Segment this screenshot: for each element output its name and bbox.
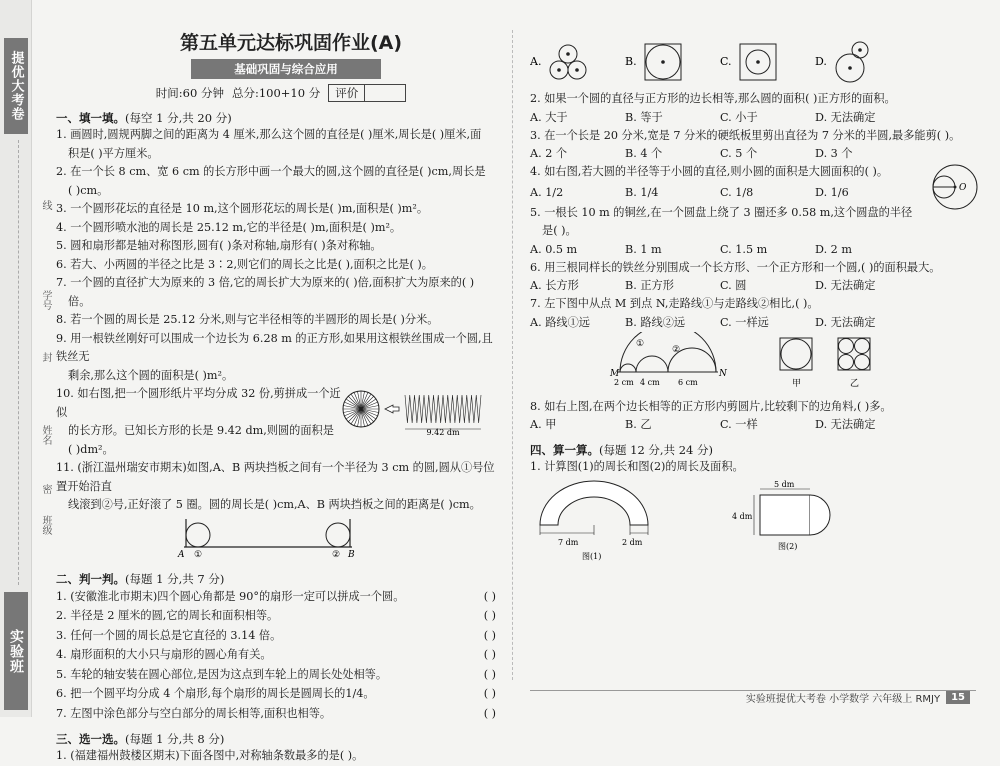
q3-2-options: A. 大于 B. 等于 C. 小于 D. 无法确定 [530,110,876,124]
q3-7-figures [530,332,970,394]
eval-input[interactable] [365,85,405,101]
svg-text:6 cm: 6 cm [678,377,698,387]
svg-text:D.: D. [815,55,827,68]
q3-3-options: A. 2 个 B. 4 个 C. 5 个 D. 3 个 [530,147,853,160]
judge-item: 7. 左图中涂色部分与空白部分的周长相等,面积也相等。 ( ) [56,704,496,724]
eval-box [328,84,406,102]
svg-text:②: ② [332,549,341,559]
svg-text:5 dm: 5 dm [774,479,795,489]
judge-item: 2. 半径是 2 厘米的圆,它的周长和面积相等。 ( ) [56,606,496,626]
question-3-4: 4. 如右图,若大圆的半径等于小圆的直径,则小圆的面积是大圆面积的( )。 A. 1/2 B. 1/4 C. 1/8 D. 1/6 O [530,163,975,204]
q3-1-options-figure [530,40,970,86]
answer-paren[interactable]: ( ) [483,648,496,661]
left-column [56,28,496,766]
page-title: 第五单元达标巩固作业(A) [179,32,403,54]
margin-field-xuehao: 学号 [40,290,51,310]
question-1-4: 4. 一个圆形喷水池的周长是 25.12 m,它的半径是( )m,面积是( )m²。 [56,220,402,234]
question-1-8: 8. 若一个圆的周长是 25.12 分米,则与它半径相等的半圆形的周长是( )分米。 [56,313,439,326]
svg-text:图(2): 图(2) [778,541,798,551]
question-3-1: 1. (福建福州鼓楼区期末)下面各图中,对称轴条数最多的是( )。 [56,749,364,762]
binding-margin [0,0,32,717]
q3-7-options: A. 路线①远 B. 路线②远 C. 一样远 D. 无法确定 [530,315,876,329]
question-3-7: 7. 左下图中从点 M 到点 N,走路线①与走路线②相比,( )。 [530,297,819,310]
svg-text:4 cm: 4 cm [640,377,660,387]
question-1-3: 3. 一个圆形花坛的直径是 10 m,这个圆形花坛的周长是( )m,面积是( )m²。 [56,202,429,215]
answer-paren[interactable]: ( ) [483,687,496,700]
question-3-3: 3. 在一个长是 20 分米,宽是 7 分米的硬纸板里剪出直径为 7 分米的半圆,最多能剪( )。 [530,128,961,142]
column-divider [512,30,513,680]
right-column [530,40,975,571]
margin-field-feng: 封 [40,352,51,362]
q3-5-options: A. 0.5 m B. 1 m C. 1.5 m D. 2 m [530,242,852,256]
question-1-2-cont: ( )cm。 [68,183,109,197]
question-1-6: 6. 若大、小两圆的半径之比是 3∶2,则它们的周长之比是( ),面积之比是( )。 [56,257,433,271]
svg-text:M: M [610,368,620,379]
question-1-9-cont: 剩余,那么这个圆的面积是( )m²。 [68,368,234,382]
brand-tab-top: 提优大考卷 [4,38,28,134]
section-2-head: 二、判一判。(每题 1 分,共 7 分) [56,571,225,586]
q4-1-figures [530,477,970,567]
answer-paren[interactable]: ( ) [483,589,496,603]
question-1-11: 11. (浙江温州瑞安市期末)如图,A、B 两块挡板之间有一个半径为 3 cm 的圆,圆从①号位置开始沿直 [56,461,495,493]
rolling-circle-figure [174,515,374,559]
margin-field-xingming: 姓名 [40,425,51,445]
judge-item: 5. 车轮的轴安装在圆心部位,是因为这点到车轮上的周长处处相等。 ( ) [56,665,496,685]
margin-field-xian: 线 [40,200,51,210]
eval-label: 评价 [329,85,365,101]
svg-text:4 dm: 4 dm [732,511,753,521]
svg-text:B.: B. [625,55,637,68]
page-number: 15 [946,691,970,704]
question-1-1-cont: 积是( )平方厘米。 [68,146,159,160]
answer-paren[interactable]: ( ) [483,706,496,720]
margin-field-banji: 班级 [40,515,51,535]
svg-text:N: N [719,368,727,379]
svg-text:A: A [178,549,185,559]
margin-field-mi: 密 [40,484,51,494]
svg-text:C.: C. [720,55,732,68]
svg-text:A.: A. [530,55,542,68]
question-3-5: 5. 一根长 10 m 的铜丝,在一个圆盘上绕了 3 圈还多 0.58 m,这个圆盘的半径 [530,205,913,219]
total-score: 总分:100+10 分 [231,86,321,100]
question-3-5-cont: 是( )。 [542,224,577,237]
question-1-5: 5. 圆和扇形都是轴对称图形,圆有( )条对称轴,扇形有( )条对称轴。 [56,239,382,252]
meta-row [66,84,496,102]
svg-text:2 cm: 2 cm [614,377,634,387]
footer-text: 实验班提优大考卷 小学数学 六年级上 RMJY [745,694,941,705]
svg-text:图(1): 图(1) [582,551,602,561]
svg-text:①: ① [636,338,645,349]
svg-text:O: O [959,183,967,193]
judge-item: 3. 任何一个圆的周长总是它直径的 3.14 倍。 ( ) [56,626,496,646]
circle-to-rectangle-figure [341,385,491,437]
judge-item: 1. (安徽淮北市期末)四个圆心角都是 90°的扇形一定可以拼成一个圆。 ( ) [56,587,496,607]
question-1-10: 10. 如右图,把一个圆形纸片平均分成 32 份,剪拼成一个近似 的长方形。已知长方形的长是 9.42 dm,则圆的面积是 ( )dm²。 9.42 dm [56,385,496,459]
question-4-1: 1. 计算图(1)的周长和图(2)的周长及面积。 [530,460,744,473]
question-1-7: 7. 一个圆的直径扩大为原来的 3 倍,它的周长扩大为原来的( )倍,面积扩大为原来的( ) [56,276,475,289]
svg-text:7 dm: 7 dm [558,537,579,547]
page-subtitle: 基础巩固与综合应用 [191,59,381,79]
judge-item: 4. 扇形面积的大小只与扇形的圆心角有关。 ( ) [56,645,496,665]
section-3-head: 三、选一选。(每题 1 分,共 8 分) [56,732,225,746]
question-1-1: 1. 画圆时,圆规两脚之间的距离为 4 厘米,那么这个圆的直径是( )厘米,周长是( )厘米,面 [56,128,482,141]
answer-paren[interactable]: ( ) [483,628,496,642]
judge-item: 6. 把一个圆平均分成 4 个扇形,每个扇形的周长是圆周长的1/4。 ( ) [56,684,496,704]
svg-text:乙: 乙 [850,378,860,389]
svg-text:②: ② [672,344,681,355]
answer-paren[interactable]: ( ) [483,667,496,681]
question-3-6: 6. 用三根同样长的铁丝分别围成一个长方形、一个正方形和一个圆,( )的面积最大。 [530,260,941,274]
cut-line [18,140,19,585]
rect-length-label: 9.42 dm [426,428,460,437]
question-3-8: 8. 如右上图,在两个边长相等的正方形内剪圆片,比较剩下的边角料,( )多。 [530,399,892,413]
section-1-head: 一、填一填。(每空 1 分,共 20 分) [56,111,232,125]
question-1-9: 9. 用一根铁丝刚好可以围成一个边长为 6.28 m 的正方形,如果用这根铁丝围成一个圆,且铁丝无 [56,331,493,363]
svg-text:①: ① [194,549,203,559]
q3-8-options: A. 甲 B. 乙 C. 一样 D. 无法确定 [530,418,876,431]
nested-circles-figure [929,161,981,213]
question-3-2: 2. 如果一个圆的直径与正方形的边长相等,那么圆的面积( )正方形的面积。 [530,92,896,105]
svg-text:B: B [348,549,355,559]
section-4-head: 四、算一算。(每题 12 分,共 24 分) [530,443,714,457]
brand-tab-bottom: 实验班 [4,592,28,710]
q3-6-options: A. 长方形 B. 正方形 C. 圆 D. 无法确定 [530,279,876,292]
time-limit: 时间:60 分钟 [155,86,224,100]
question-1-7-cont: 倍。 [68,294,91,308]
answer-paren[interactable]: ( ) [483,609,496,622]
page-footer [746,690,970,705]
svg-text:2 dm: 2 dm [622,537,643,547]
question-1-2: 2. 在一个长 8 cm、宽 6 cm 的长方形中画一个最大的圆,这个圆的直径是( )cm,周长是 [56,165,486,178]
question-1-11-cont: 线滚到②号,正好滚了 5 圈。圆的周长是( )cm,A、B 两块挡板之间的距离是( )cm。 [68,498,481,511]
judge-list [56,587,496,724]
svg-text:甲: 甲 [792,378,802,389]
